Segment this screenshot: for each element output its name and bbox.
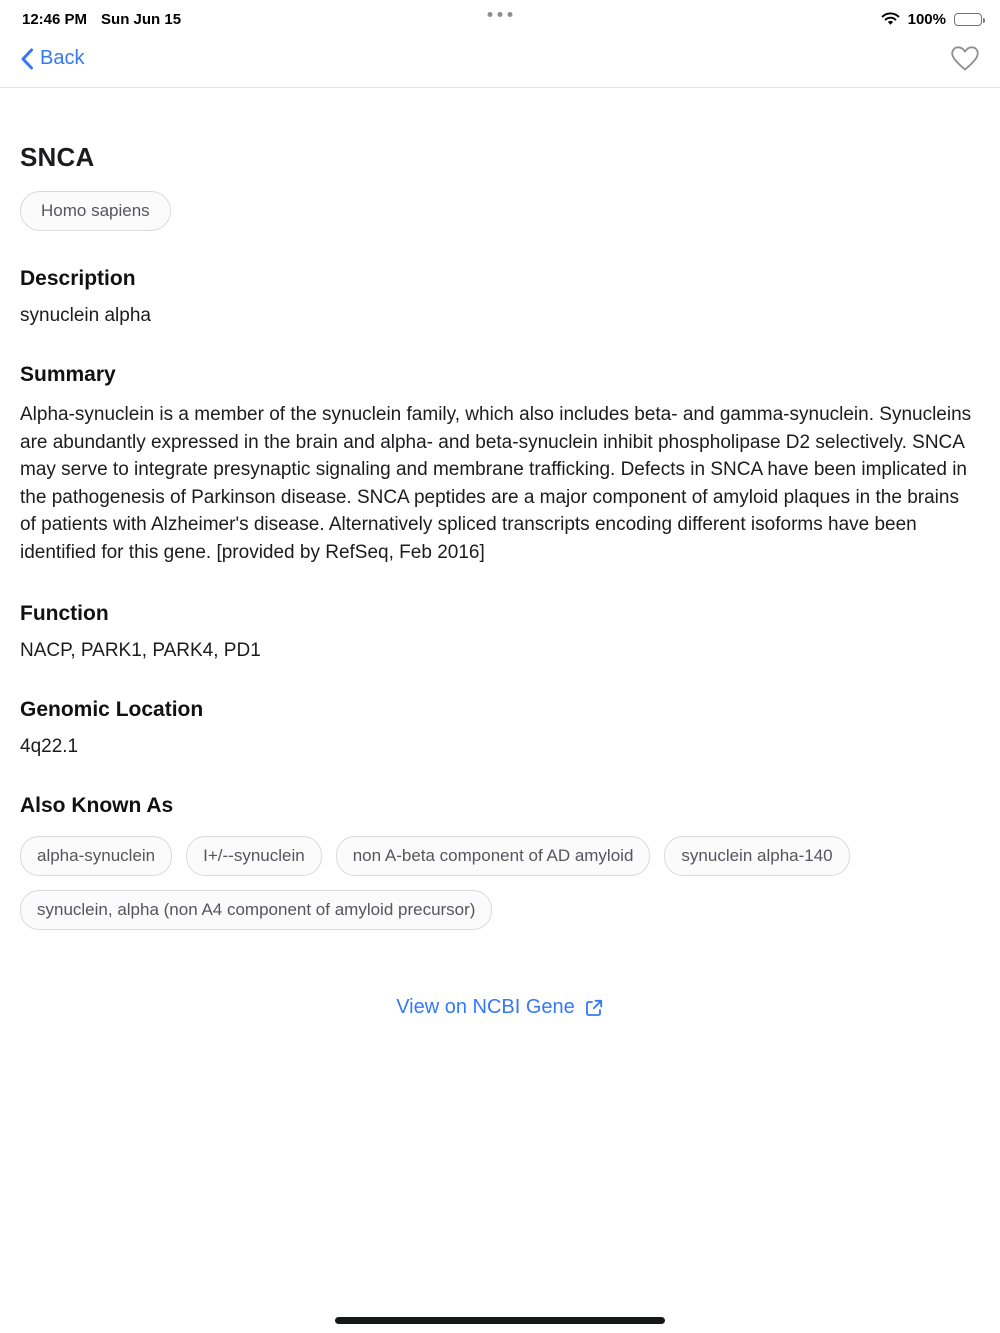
function-heading: Function [20, 602, 109, 625]
navigation-bar [0, 30, 1000, 88]
status-ellipsis-icon[interactable] [488, 12, 513, 17]
function-value: NACP, PARK1, PARK4, PD1 [20, 640, 261, 661]
status-date: Sun Jun 15 [101, 10, 182, 28]
favorite-button[interactable] [950, 45, 980, 72]
description-value: synuclein alpha [20, 305, 151, 326]
battery-icon [954, 13, 982, 26]
wifi-icon [881, 12, 900, 26]
alias-chip: synuclein alpha-140 [664, 836, 849, 876]
page-title: SNCA [20, 142, 95, 172]
external-link-icon [584, 998, 604, 1018]
alias-chip: synuclein, alpha (non A4 component of amyloid precursor) [20, 890, 492, 930]
gene-detail-page [0, 88, 1000, 1019]
view-on-ncbi-link[interactable] [396, 996, 604, 1019]
back-button[interactable] [20, 47, 84, 70]
alias-chip-list [20, 836, 980, 930]
genomic-location-value: 4q22.1 [20, 736, 79, 757]
back-label: Back [40, 47, 85, 69]
summary-heading: Summary [20, 363, 116, 386]
alias-chip: non A-beta component of AD amyloid [336, 836, 651, 876]
link-label: View on NCBI Gene [396, 996, 575, 1018]
alias-chip: alpha-synuclein [20, 836, 172, 876]
chevron-left-icon [20, 48, 34, 70]
battery-percent: 100% [907, 10, 946, 28]
summary-value: Alpha-synuclein is a member of the synuclein family, which also includes beta- and gamma-synuclein. Synucleins are abundantly expressed in the brain and alpha- and beta-synuclein inhibit phospholipase D2 selectively. SNCA may serve to integrate presynaptic signaling and membrane trafficking. Defects in SNCA have been implicated in the pathogenesis of Parkinson disease. SNCA peptides are a major component of amyloid plaques in the brains of patients with Alzheimer's disease. Alternatively spliced transcripts encoding different isoforms have been identified for this gene. [provided by RefSeq, Feb 2016] [20, 404, 972, 563]
description-heading: Description [20, 267, 136, 290]
alias-chip: I+/--synuclein [186, 836, 322, 876]
species-chip: Homo sapiens [20, 191, 171, 231]
status-bar [0, 0, 1000, 30]
aliases-heading: Also Known As [20, 794, 174, 817]
heart-icon [950, 45, 980, 72]
genomic-location-heading: Genomic Location [20, 698, 204, 721]
home-indicator[interactable] [335, 1317, 665, 1324]
status-time: 12:46 PM [22, 10, 88, 28]
